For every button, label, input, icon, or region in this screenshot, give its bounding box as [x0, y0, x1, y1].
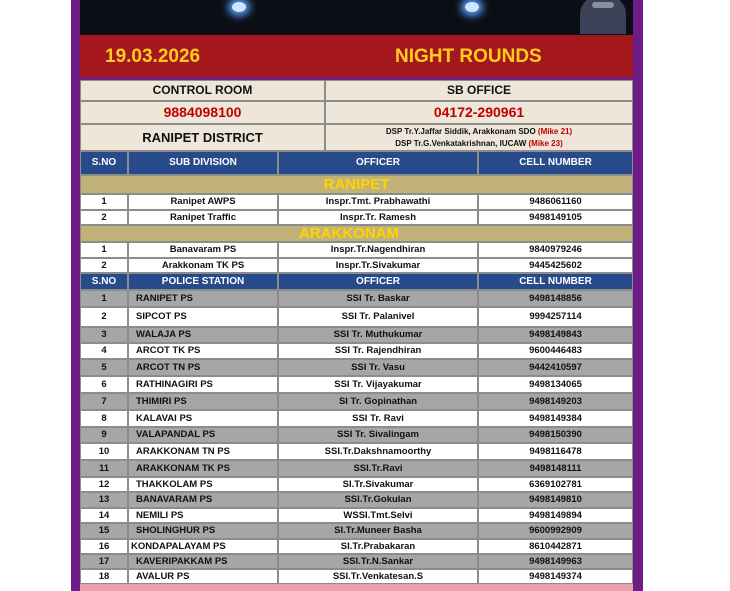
row-sno: 12	[80, 477, 128, 492]
row-cell-number: 9600446483	[478, 343, 633, 359]
row-sno: 15	[80, 523, 128, 539]
row-sno: 16	[80, 539, 128, 554]
row-station: KONDAPALAYAM PS	[128, 539, 278, 554]
headlight-icon	[465, 2, 479, 12]
header-officer: OFFICER	[278, 273, 478, 290]
dsp-line-1: DSP Tr.Y.Jaffar Siddik, Arakkonam SDO (Mike 21)	[385, 127, 573, 136]
row-cell-number: 9498149105	[478, 210, 633, 225]
row-officer: SSI.Tr.Ravi	[278, 460, 478, 477]
row-unit: Ranipet AWPS	[128, 194, 278, 210]
row-cell-number: 9498149374	[478, 569, 633, 584]
row-cell-number: 9498149843	[478, 327, 633, 343]
header-officer: OFFICER	[278, 151, 478, 175]
section-title-arakkonam: ARAKKONAM	[80, 225, 633, 242]
row-sno: 1	[80, 194, 128, 210]
row-officer: SI.Tr.Sivakumar	[278, 477, 478, 492]
row-station: KAVERIPAKKAM PS	[128, 554, 278, 569]
row-cell-number: 9498134065	[478, 376, 633, 393]
row-cell-number: 9498149963	[478, 554, 633, 569]
row-cell-number: 9486061160	[478, 194, 633, 210]
row-officer: Inspr.Tr.Sivakumar	[278, 258, 478, 273]
row-station: ARAKKONAM TK PS	[128, 460, 278, 477]
row-officer: SSI.Tr.N.Sankar	[278, 554, 478, 569]
row-sno: 3	[80, 327, 128, 343]
row-cell-number: 9498149894	[478, 508, 633, 523]
row-cell-number: 9445425602	[478, 258, 633, 273]
row-unit: Arakkonam TK PS	[128, 258, 278, 273]
row-officer: SSI Tr. Rajendhiran	[278, 343, 478, 359]
dsp-box	[325, 124, 633, 151]
row-cell-number: 9498148111	[478, 460, 633, 477]
row-sno: 2	[80, 210, 128, 225]
row-sno: 2	[80, 258, 128, 273]
row-station: ARCOT TK PS	[128, 343, 278, 359]
footer-strip	[80, 584, 633, 591]
row-sno: 7	[80, 393, 128, 410]
row-sno: 6	[80, 376, 128, 393]
section-title-ranipet: RANIPET	[80, 175, 633, 194]
row-sno: 13	[80, 492, 128, 508]
row-officer: SI.Tr.Muneer Basha	[278, 523, 478, 539]
row-station: RATHINAGIRI PS	[128, 376, 278, 393]
row-sno: 10	[80, 443, 128, 460]
row-officer: SSI Tr. Sivalingam	[278, 427, 478, 443]
row-officer: SSI.Tr.Venkatesan.S	[278, 569, 478, 584]
row-cell-number: 8610442871	[478, 539, 633, 554]
header-subdivision: SUB DIVISION	[128, 151, 278, 175]
row-officer: SI Tr. Gopinathan	[278, 393, 478, 410]
header-police-station: POLICE STATION	[128, 273, 278, 290]
row-cell-number: 9600992909	[478, 523, 633, 539]
header-sno: S.NO	[80, 151, 128, 175]
row-cell-number: 9498149384	[478, 410, 633, 427]
row-cell-number: 9840979246	[478, 242, 633, 258]
banner-image	[80, 0, 633, 35]
row-sno: 9	[80, 427, 128, 443]
district-name: RANIPET DISTRICT	[80, 124, 325, 151]
row-station: SIPCOT PS	[128, 307, 278, 327]
row-cell-number: 9498149203	[478, 393, 633, 410]
header-cell-number: CELL NUMBER	[478, 273, 633, 290]
control-room-number: 9884098100	[80, 101, 325, 124]
row-cell-number: 9498148856	[478, 290, 633, 307]
row-unit: Banavaram PS	[128, 242, 278, 258]
row-station: AVALUR PS	[128, 569, 278, 584]
row-officer: WSSI.Tmt.Selvi	[278, 508, 478, 523]
row-cell-number: 9498116478	[478, 443, 633, 460]
row-cell-number: 9498149810	[478, 492, 633, 508]
row-sno: 1	[80, 290, 128, 307]
report-date: 19.03.2026	[105, 46, 201, 67]
row-station: THIMIRI PS	[128, 393, 278, 410]
row-cell-number: 9442410597	[478, 359, 633, 376]
row-officer: Inspr.Tr. Ramesh	[278, 210, 478, 225]
row-station: WALAJA PS	[128, 327, 278, 343]
row-sno: 2	[80, 307, 128, 327]
row-sno: 18	[80, 569, 128, 584]
row-sno: 8	[80, 410, 128, 427]
row-officer: SSI Tr. Vasu	[278, 359, 478, 376]
row-officer: Inspr.Tr.Nagendhiran	[278, 242, 478, 258]
row-station: SHOLINGHUR PS	[128, 523, 278, 539]
row-officer: SSI Tr. Baskar	[278, 290, 478, 307]
row-cell-number: 9994257114	[478, 307, 633, 327]
report-title: NIGHT ROUNDS	[395, 46, 542, 67]
row-cell-number: 9498150390	[478, 427, 633, 443]
dsp-line-2: DSP Tr.G.Venkatakrishnan, IUCAW (Mike 23)	[395, 139, 563, 148]
row-officer: SI.Tr.Prabakaran	[278, 539, 478, 554]
row-officer: SSI.Tr.Dakshnamoorthy	[278, 443, 478, 460]
row-officer: Inspr.Tmt. Prabhawathi	[278, 194, 478, 210]
header-sno: S.NO	[80, 273, 128, 290]
row-officer: SSI Tr. Muthukumar	[278, 327, 478, 343]
row-officer: SSI Tr. Palanivel	[278, 307, 478, 327]
row-sno: 1	[80, 242, 128, 258]
headlight-icon	[232, 2, 246, 12]
row-officer: SSI.Tr.Gokulan	[278, 492, 478, 508]
row-officer: SSI Tr. Ravi	[278, 410, 478, 427]
row-station: VALAPANDAL PS	[128, 427, 278, 443]
row-sno: 11	[80, 460, 128, 477]
row-station: KALAVAI PS	[128, 410, 278, 427]
row-officer: SSI Tr. Vijayakumar	[278, 376, 478, 393]
row-sno: 14	[80, 508, 128, 523]
row-unit: Ranipet Traffic	[128, 210, 278, 225]
row-sno: 5	[80, 359, 128, 376]
row-cell-number: 6369102781	[478, 477, 633, 492]
row-sno: 4	[80, 343, 128, 359]
row-station: NEMILI PS	[128, 508, 278, 523]
row-station: RANIPET PS	[128, 290, 278, 307]
row-station: THAKKOLAM PS	[128, 477, 278, 492]
row-sno: 17	[80, 554, 128, 569]
control-room-label: CONTROL ROOM	[80, 80, 325, 101]
sb-office-number: 04172-290961	[325, 101, 633, 124]
row-station: ARCOT TN PS	[128, 359, 278, 376]
row-station: BANAVARAM PS	[128, 492, 278, 508]
row-station: ARAKKONAM TN PS	[128, 443, 278, 460]
sb-office-label: SB OFFICE	[325, 80, 633, 101]
headline-bar	[80, 35, 633, 77]
header-cell-number: CELL NUMBER	[478, 151, 633, 175]
belt-icon	[592, 2, 614, 8]
